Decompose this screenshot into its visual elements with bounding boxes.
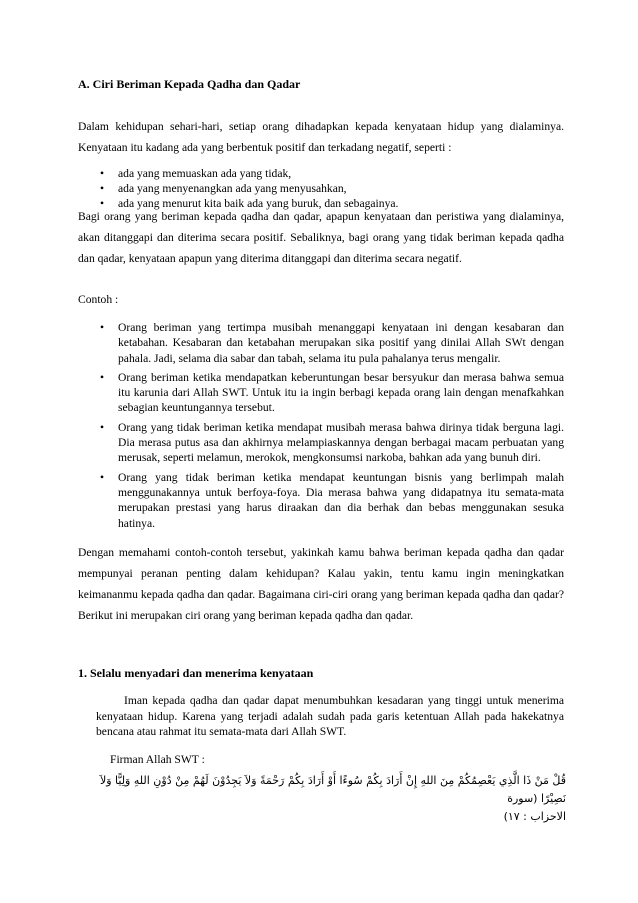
- list-item: • ada yang menurut kita baik ada yang buruk, dan sebagainya.: [78, 196, 564, 211]
- quran-verse-line: قُلْ مَنْ ذَا الَّذِي يَعْصِمُكُمْ مِنَ اللهِ إِنْ أَرَادَ بِكُمْ سُوءًا أَوْ أَرَادَ بِكُمْ رَحْمَةً وَلاَ يَجِدُوْنَ لَهُمْ مِنْ دُوْنِ اللهِ وَلِيًّا وَلاَ نَصِيْرًا (سورة: [99, 774, 566, 805]
- quran-verse: [78, 772, 566, 826]
- section-heading-a: A. Ciri Beriman Kepada Qadha dan Qadar: [78, 77, 301, 91]
- paragraph-beriman: Bagi orang yang beriman kepada qadha dan qadar, apapun kenyataan dan peristiwa yang dialaminya, akan ditanggapi dan diterima secara positif. Sebaliknya, bagi orang yang tidak beriman kepada qadha dan qadar, kenyataan apapun yang diterima ditanggapi dan diterima secara negatif.: [78, 210, 564, 265]
- quran-verse-reference: الاحزاب : ١٧): [503, 810, 566, 823]
- list-item: • Orang yang tidak beriman ketika mendapat keuntungan bisnis yang berlimpah malah menggunakannya untuk berfoya-foya. Dia merasa bahwa yang didapatnya itu semata-mata merupakan prestasi yang harus diraakan dan dia berhak dan bebas menggunakan sesuka hatinya.: [78, 470, 564, 531]
- list-item: • Orang yang tidak beriman ketika mendapat musibah merasa bahwa dirinya tidak berguna lagi. Dia merasa putus asa dan akhirnya melampiaskannya dengan berbagai macam perbuatan yang merusak, seperti melamun, merokok, mengkonsumsi narkoba, bahkan ada yang bunuh diri.: [78, 420, 564, 466]
- examples-list: [78, 320, 564, 535]
- list-item: • ada yang memuaskan ada yang tidak,: [78, 166, 564, 181]
- contoh-label: Contoh :: [78, 293, 119, 306]
- list-item: • ada yang menyenangkan ada yang menyusahkan,: [78, 181, 564, 196]
- section-heading-1: 1. Selalu menyadari dan menerima kenyataan: [78, 666, 314, 680]
- section-1-paragraph: Iman kepada qadha dan qadar dapat menumbuhkan kesadaran yang tinggi untuk menerima kenyataan hidup. Karena yang terjadi adalah sudah pada garis ketentuan Allah pada hakekatnya bencana atau rahmat itu semata-mata dari Allah SWT.: [96, 694, 564, 738]
- list-item: • Orang beriman ketika mendapatkan keberuntungan besar bersyukur dan merasa bahwa semua itu karunia dari Allah SWT. Untuk itu ia ingin berbagi kepada orang lain dengan menafkahkan sebagian keuntungannya tersebut.: [78, 370, 564, 416]
- firman-label: Firman Allah SWT :: [110, 753, 205, 766]
- list-item: • Orang beriman yang tertimpa musibah menanggapi kenyataan ini dengan kesabaran dan ketabahan. Kesabaran dan ketabahan merupakan sika positif yang dinilai Allah SWt dengan pahala. Jadi, selama dia sabar dan tabah, selama itu pula pahalanya terus mengalir.: [78, 320, 564, 366]
- intro-paragraph: Dalam kehidupan sehari-hari, setiap orang dihadapkan kepada kenyataan hidup yang dialaminya. Kenyataan itu kadang ada yang berbentuk positif dan terkadang negatif, seperti :: [78, 120, 564, 154]
- paragraph-conclusion: Dengan memahami contoh-contoh tersebut, yakinkah kamu bahwa beriman kepada qadha dan qadar mempunyai peranan penting dalam kehidupan? Kalau yakin, tentu kamu ingin meningkatkan keimananmu kepada qadha dan qadar. Bagaimana ciri-ciri orang yang beriman kepada qadha dan qadar? Berikut ini merupakan ciri orang yang beriman kepada qadha dan qadar.: [78, 546, 564, 622]
- intro-bullet-list: [78, 166, 564, 211]
